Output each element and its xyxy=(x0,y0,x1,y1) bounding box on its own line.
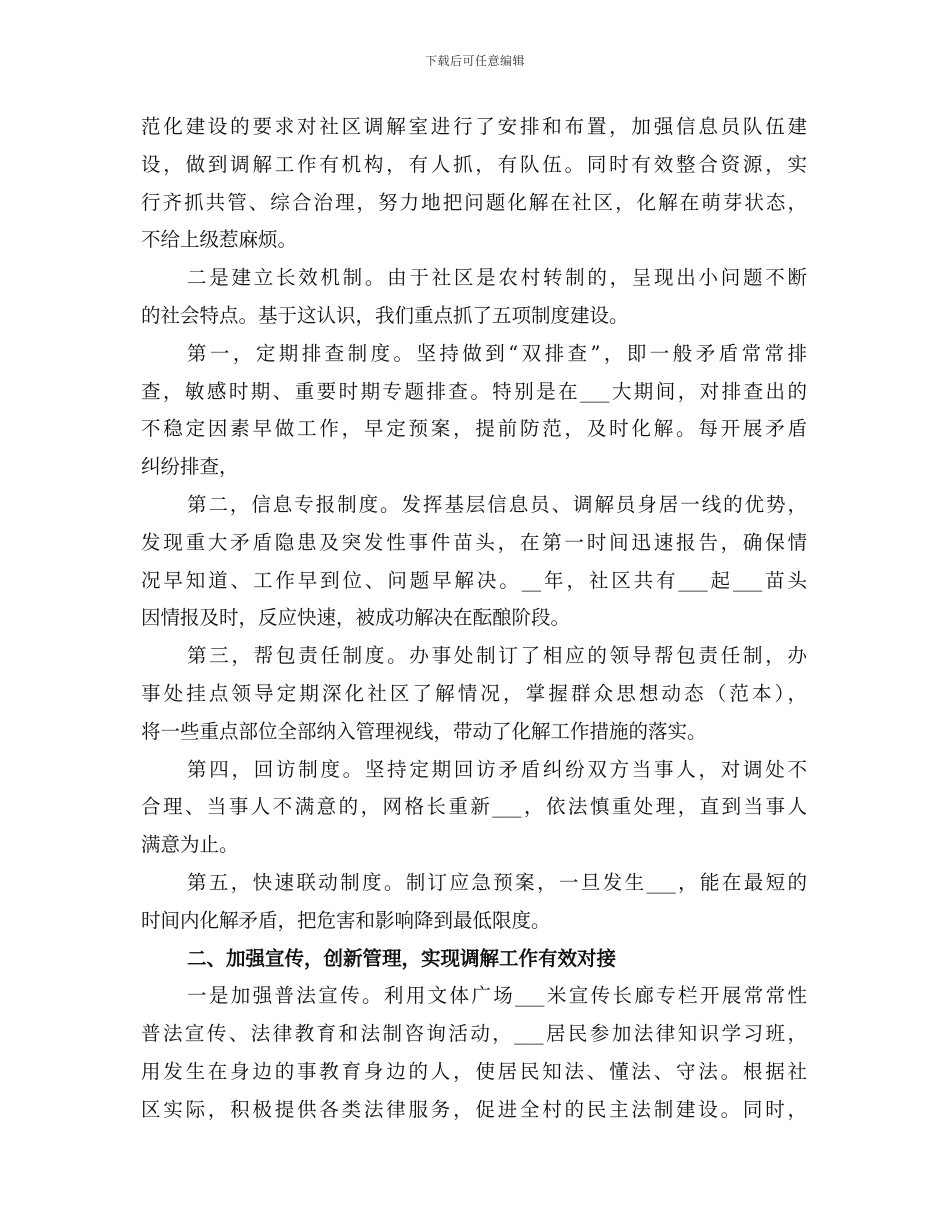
text-line: 第五，快速联动制度。制订应急预案，一旦发生___，能在最短的 xyxy=(187,870,807,894)
text-line: 设，做到调解工作有机构，有人抓，有队伍。同时有效整合资源，实 xyxy=(141,152,807,176)
text-line: 行齐抓共管、综合治理，努力地把问题化解在社区，化解在萌芽状态， xyxy=(141,190,807,214)
page-header: 下载后可任意编辑 xyxy=(424,54,525,68)
text-line: 纠纷排查， xyxy=(141,455,239,479)
text-line: 区实际，积极提供各类法律服务，促进全村的民主法制建设。同时， xyxy=(141,1097,807,1121)
text-line: 二是建立长效机制。由于社区是农村转制的，呈现出小问题不断 xyxy=(187,266,807,290)
text-line: 不给上级惹麻烦。 xyxy=(141,228,298,252)
text-line: 将一些重点部位全部纳入管理视线，带动了化解工作措施的落实。 xyxy=(141,719,707,743)
text-line: 的社会特点。基于这认识，我们重点抓了五项制度建设。 xyxy=(141,303,629,327)
text-line: 一是加强普法宣传。利用文体广场___米宣传长廊专栏开展常常性 xyxy=(187,984,807,1008)
text-line: 事处挂点领导定期深化社区了解情况，掌握群众思想动态（范本）， xyxy=(141,681,807,705)
text-line: 查，敏感时期、重要时期专题排查。特别是在___大期间，对排查出的 xyxy=(141,379,807,403)
text-line: 第三，帮包责任制度。办事处制订了相应的领导帮包责任制，办 xyxy=(187,644,807,668)
text-line: 第四，回访制度。坚持定期回访矛盾纠纷双方当事人，对调处不 xyxy=(187,757,807,781)
text-line: 第一，定期排查制度。坚持做到“双排查”，即一般矛盾常常排 xyxy=(187,341,807,365)
text-line: 因情报及时，反应快速，被成功解决在酝酿阶段。 xyxy=(141,606,571,630)
text-line: 满意为止。 xyxy=(141,833,239,857)
text-line: 普法宣传、法律教育和法制咨询活动，___居民参加法律知识学习班， xyxy=(141,1022,807,1046)
text-line: 范化建设的要求对社区调解室进行了安排和布置，加强信息员队伍建 xyxy=(141,115,807,138)
document-body xyxy=(141,108,807,1129)
text-line: 合理、当事人不满意的，网格长重新___，依法慎重处理，直到当事人 xyxy=(141,795,807,819)
text-line: 用发生在身边的事教育身边的人，使居民知法、懂法、守法。根据社 xyxy=(141,1059,807,1083)
text-line: 况早知道、工作早到位、问题早解决。__年，社区共有___起___苗头 xyxy=(141,568,807,592)
section-heading: 二、加强宣传，创新管理，实现调解工作有效对接 xyxy=(187,946,617,970)
text-line: 第二，信息专报制度。发挥基层信息员、调解员身居一线的优势， xyxy=(187,492,807,516)
text-line: 发现重大矛盾隐患及突发性事件苗头，在第一时间迅速报告，确保情 xyxy=(141,530,807,554)
text-line: 时间内化解矛盾，把危害和影响降到最低限度。 xyxy=(141,908,551,932)
text-line: 不稳定因素早做工作，早定预案，提前防范，及时化解。每开展矛盾 xyxy=(141,417,807,441)
